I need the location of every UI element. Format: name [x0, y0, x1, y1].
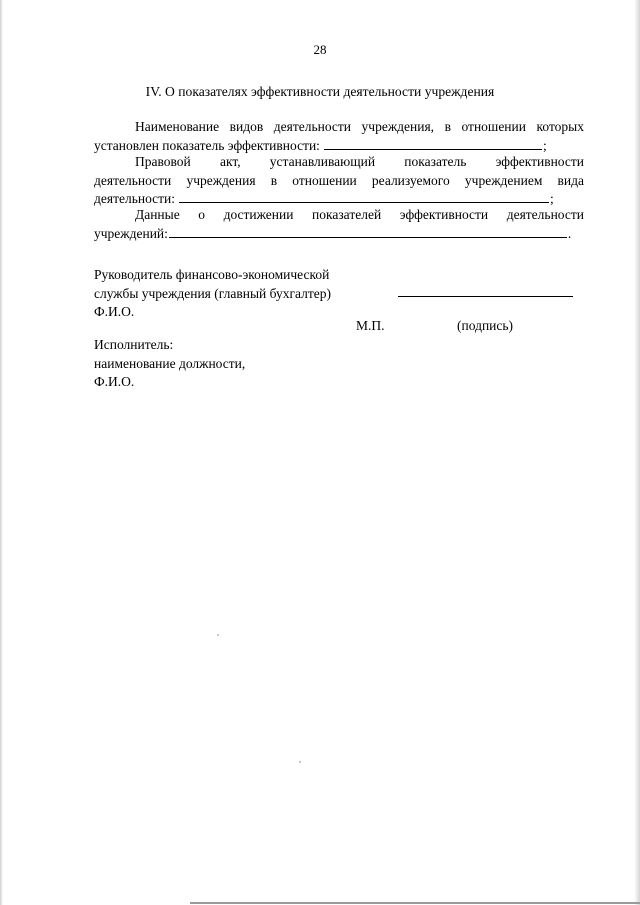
signature-caption: (подпись) [457, 318, 514, 333]
page-number: 28 [313, 42, 327, 57]
signer-title-line: службы учреждения (главный бухгалтер) [94, 285, 331, 301]
scan-speck [217, 634, 219, 636]
fill-in-blank[interactable] [324, 137, 542, 150]
signer-name: Ф.И.О. [94, 304, 135, 319]
section-heading: IV. О показателях эффективности деятельности учреждения [145, 84, 495, 99]
line-end-punctuation: . [567, 225, 572, 241]
paragraph-line: деятельности учреждения в отношении реализуемого учреждением вида [94, 172, 584, 188]
scan-edge-left [0, 0, 3, 905]
line-end-punctuation: ; [542, 137, 547, 153]
signer-title-line: Руководитель финансово-экономической [94, 267, 330, 282]
paragraph-text: установлен показатель эффективности: [94, 137, 320, 153]
scan-edge-right [634, 0, 640, 905]
paragraph-line-with-blank [94, 225, 584, 244]
executor-label: Исполнитель: [94, 337, 174, 352]
paragraph-line: Наименование видов деятельности учреждения, в отношении которых [135, 119, 584, 134]
paragraph-activity-types [94, 118, 584, 155]
paragraph-line: Данные о достижении показателей эффективности деятельности [135, 207, 584, 222]
fill-in-blank[interactable] [179, 190, 549, 203]
executor-position: наименование должности, [94, 355, 246, 371]
paragraph-text: учреждений: [94, 225, 168, 241]
signature-line[interactable] [398, 296, 573, 297]
executor-name: Ф.И.О. [94, 374, 135, 389]
head-signer-block [94, 266, 331, 322]
paragraph-text: деятельности: [94, 191, 176, 206]
fill-in-blank[interactable] [169, 225, 567, 238]
scan-speck [299, 761, 301, 763]
stamp-label: М.П. [356, 318, 385, 333]
executor-block [94, 336, 245, 392]
paragraph-legal-act [94, 153, 584, 209]
line-end-punctuation: ; [550, 191, 554, 206]
paragraph-achievement [94, 206, 584, 243]
paragraph-line: Правовой акт, устанавливающий показатель эффективности [135, 154, 584, 169]
scan-edge-bottom [190, 902, 640, 904]
